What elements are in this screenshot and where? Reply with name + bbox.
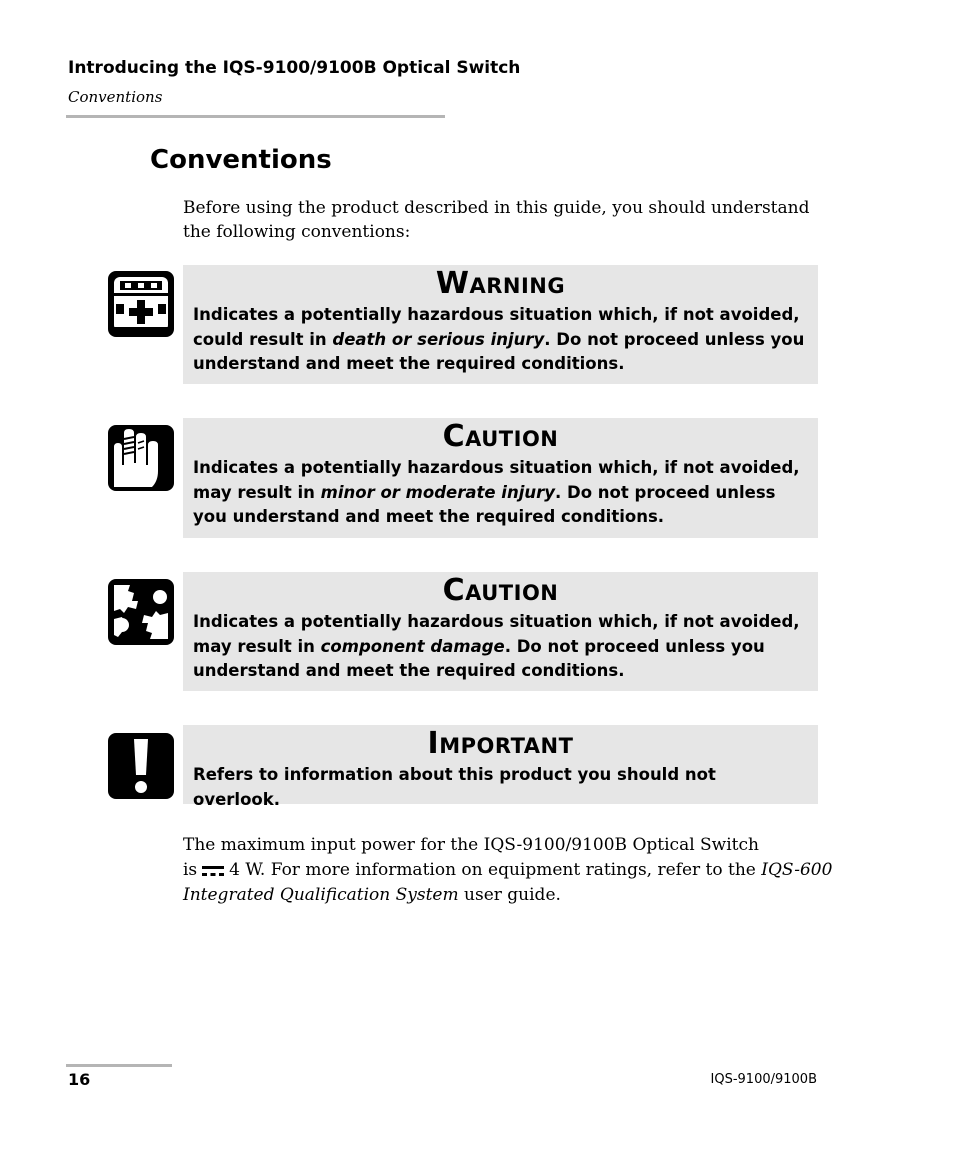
running-header-title: Introducing the IQS-9100/9100B Optical Switch [68,58,521,78]
notice-title: Warning [435,266,566,301]
footer-product-name: IQS-9100/9100B [710,1072,817,1087]
intro-paragraph: Before using the product described in this guide, you should understand the following conventions: [183,198,810,242]
caution-injury-notice [183,418,818,538]
warning-notice [183,265,818,384]
notice-title: Caution [442,419,559,454]
notice-body: Indicates a potentially hazardous situation which, if not avoided, may result in minor or moderate injury. Do not proceed unless you understand and meet the required conditions. [193,458,800,526]
notice-title: Important [427,726,574,761]
footer-divider [66,1064,172,1067]
important-notice [183,725,818,809]
exclamation-icon [108,733,174,799]
notice-body: Indicates a potentially hazardous situation which, if not avoided, may result in component damage. Do not proceed unless you understand and meet the required conditions. [193,612,800,680]
running-header-subtitle: Conventions [68,88,163,106]
bandaged-hand-icon [108,425,174,491]
broken-gear-icon [108,579,174,645]
ambulance-icon [108,271,174,337]
caution-damage-notice [183,572,818,691]
notice-body: Refers to information about this product you should not overlook. [193,765,716,809]
notice-body: Indicates a potentially hazardous situation which, if not avoided, could result in death or serious injury. Do not proceed unless you understand and meet the required conditions. [193,305,805,373]
header-divider [66,115,445,118]
dc-current-icon [201,865,225,877]
closing-paragraph: The maximum input power for the IQS-9100/9100B Optical Switch is 4 W. For more information on equipment ratings, refer to the IQS-600 Integrated Qualification System user guide. [183,835,833,905]
section-heading: Conventions [150,145,332,175]
notice-title: Caution [442,573,559,608]
page-number: 16 [68,1070,91,1089]
